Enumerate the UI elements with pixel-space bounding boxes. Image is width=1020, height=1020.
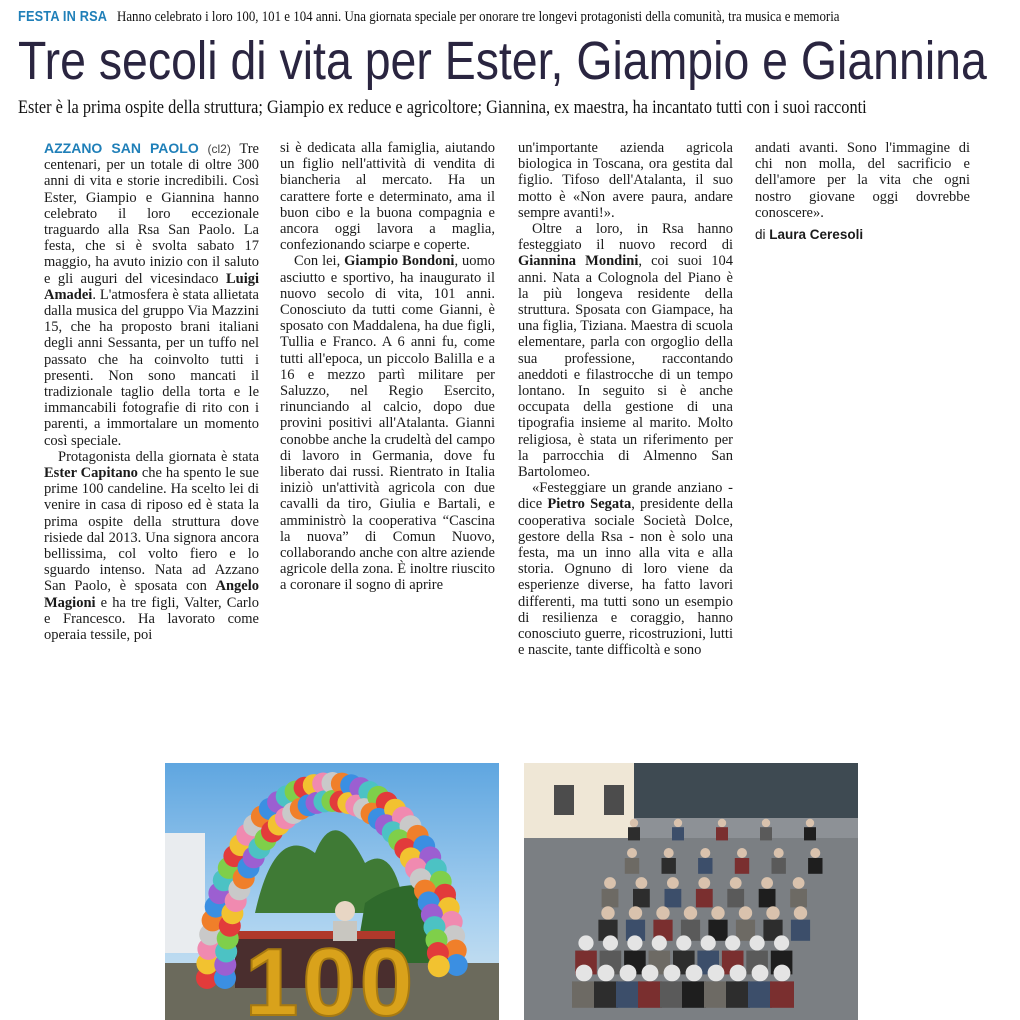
guest-body [594, 981, 618, 1007]
guest-head [718, 819, 726, 827]
guest-body [735, 858, 749, 874]
author-name: Laura Ceresoli [769, 227, 864, 243]
guest-head [676, 935, 691, 950]
guest-head [793, 877, 805, 889]
guest-head [652, 935, 667, 950]
guest-head [774, 935, 789, 950]
guest-head [656, 906, 669, 919]
guest-body [572, 981, 596, 1007]
guest-head [629, 906, 642, 919]
guest-body [727, 889, 744, 908]
guest-head [730, 877, 742, 889]
guest-head [603, 935, 618, 950]
guest-head [750, 935, 765, 950]
guest-body [696, 889, 713, 908]
guest-head [604, 877, 616, 889]
guest-body [770, 981, 794, 1007]
guest-head [806, 819, 814, 827]
paragraph-text: Protagonista della giornata è stata [58, 448, 259, 465]
paragraph-text: andati avanti. Sono l'immagine di chi non molla, del sacrificio e dell'amore per la vita che ogni nostro giovane oggi dovrebbe conoscere». [755, 140, 970, 221]
guest-head [761, 877, 773, 889]
courtyard-illustration [524, 763, 858, 1020]
photo-courtyard-guests [524, 763, 858, 1020]
person-name: Ester Capitano [44, 465, 138, 482]
paragraph-text: «Festeggiare un grande anziano - dice [518, 480, 733, 513]
building-wall [165, 833, 205, 953]
byline-prefix: di [755, 227, 766, 243]
guest-head [601, 906, 614, 919]
guest-body [760, 827, 772, 840]
guest-head [627, 848, 637, 858]
headline: Tre secoli di vita per Ester, Giampio e Giannina [18, 31, 987, 91]
guest-head [686, 965, 703, 982]
guest-body [602, 889, 619, 908]
person-name: Pietro Segata [547, 496, 632, 513]
paragraph-text: , coi suoi 104 anni. Nata a Colognola del Piano è la più longeva residente della struttura. Sposata con Giampace, ha una figlia, Tiziana. Maestra di scuola elementare, parla con orgoglio della sua professione, raccontando aneddoti e filastrocche di un tempo lontano. In seguito si è anche occupata della gestione di una tipografia insieme al marito. Molto religiosa, è stata un riferimento per la parrocchia di Almenno San Bartolomeo. [518, 253, 733, 481]
guest-head [810, 848, 820, 858]
article-column-2 [280, 140, 495, 700]
guest-head [642, 965, 659, 982]
guest-head [730, 965, 747, 982]
guest-body [790, 889, 807, 908]
guest-head [766, 906, 779, 919]
guest-head [598, 965, 615, 982]
guest-head [630, 819, 638, 827]
window [604, 785, 624, 815]
kicker-text: Hanno celebrato i loro 100, 101 e 104 anni. Una giornata speciale per onorare tre longevi protagonisti della comunità, tra musica e memoria [117, 9, 840, 25]
guest-head [664, 848, 674, 858]
dateline-note: (cl2) [207, 142, 231, 156]
guest-head [701, 935, 716, 950]
guest-body [672, 827, 684, 840]
guest-head [578, 935, 593, 950]
guest-body [616, 981, 640, 1007]
guest-body [804, 827, 816, 840]
guest-body [633, 889, 650, 908]
paragraph-text: che ha spento le sue prime 100 candeline. Ha scelto lei di venire in casa di riposo ed è stata la prima ospite della struttura dove risiede dal 2013. Una signora ancora bellissima, col volto fiero e lo sguardo intenso. Nata ad Azzano San Paolo, è sposata con [44, 465, 259, 595]
paragraph-text: si è dedicata alla famiglia, aiutando un figlio nell'attività di vendita di biancheria al mercato. Ha un carattere forte e determinato, ama il buon cibo e la buona compagnia e ancora oggi lavora a maglia, confezionando sciarpe e coperte. [280, 140, 495, 254]
section-tag: FESTA IN RSA [18, 8, 108, 25]
guest-body [660, 981, 684, 1007]
guest-body [726, 981, 750, 1007]
guest-head [774, 965, 791, 982]
guest-body [791, 920, 810, 941]
guest-head [698, 877, 710, 889]
byline [755, 227, 970, 243]
article-column-1 [44, 140, 259, 740]
guest-head [627, 935, 642, 950]
guest-head [335, 901, 355, 921]
guest-body [808, 858, 822, 874]
guest-head [752, 965, 769, 982]
guest-body [625, 858, 639, 874]
guest-body [638, 981, 662, 1007]
person-name: Giannina Mondini [518, 253, 639, 270]
balloon-arch-illustration [165, 763, 499, 1020]
guest-body [748, 981, 772, 1007]
paragraph-text: Oltre a loro, in Rsa hanno festeggiato il nuovo record di [518, 221, 733, 254]
paragraph-text: un'importante azienda agricola biologica in Toscana, ora gestita dal figlio. Tifoso dell'Atalanta, il suo motto è «Non avere paura, andare sempre avanti!». [518, 140, 733, 221]
guest-body [704, 981, 728, 1007]
balloon [428, 955, 450, 977]
photo-balloon-arch [165, 763, 499, 1020]
guest-head [684, 906, 697, 919]
guest-body [772, 858, 786, 874]
guest-body [662, 858, 676, 874]
guest-head [725, 935, 740, 950]
guest-head [620, 965, 637, 982]
guest-head [762, 819, 770, 827]
guest-body [698, 858, 712, 874]
guest-head [664, 965, 681, 982]
dateline-location: AZZANO SAN PAOLO [44, 140, 199, 156]
paragraph-text: , uomo asciutto e sportivo, ha inaugurato il nuovo secolo di vita, 101 anni. Conosciuto da tutti come Gianni, è sposato con Maddalena, ha due figli, Tullia e Franco. A 6 anni fu, come tutti all'epoca, un piccolo Balilla e a 16 e mezzo partì militare per Saluzzo, nel Regio Esercito, rinunciando al calcio, dopo due provini positivi all'Atalanta. Gianni conobbe anche la crudeltà del campo di lavoro in Germania, dove fu liberato dai russi. Rientrato in Italia iniziò un'attività agricola con due cavalli da tiro, Giulia e Bartali, e amministrò la cooperativa “Cascina la nuova” di Comun Nuovo, collaborando anche con altre aziende agricole della zona. È inoltre riuscito a coronare il sogno di aprire [280, 253, 496, 594]
guest-head [737, 848, 747, 858]
paragraph-text: Con lei, [294, 253, 341, 270]
paragraph-text: e ha tre figli, Valter, Carlo e Francesco. Ha lavorato come operaia tessile, poi [44, 594, 260, 644]
article-column-4 [755, 140, 970, 250]
guest-head [794, 906, 807, 919]
guest-head [576, 965, 593, 982]
guest-head [674, 819, 682, 827]
guest-head [711, 906, 724, 919]
article-column-3 [518, 140, 733, 752]
guest-head [700, 848, 710, 858]
guest-body [665, 889, 682, 908]
paragraph-text: Tre centenari, per un totale di oltre 300 anni di vita e storie incredibili. Così Ester, Giampio e Giannina hanno celebrato il loro eccezionale traguardo alla Rsa San Paolo. La festa, che si è svolta sabato 17 maggio, ha avuto inizio con il saluto e gli auguri del vicesindaco [44, 141, 259, 287]
person-name: Angelo Magioni [44, 578, 259, 611]
guest-head [667, 877, 679, 889]
person-name: Luigi Amadei [44, 270, 259, 303]
window [554, 785, 574, 815]
person-name: Giampio Bondoni [344, 253, 455, 270]
guest-head [708, 965, 725, 982]
guest-body [759, 889, 776, 908]
building-right [634, 763, 858, 818]
guest-body [682, 981, 706, 1007]
paragraph-text: , presidente della cooperativa sociale Società Dolce, gestore della Rsa - non è solo una festa, ma un inno alla vita e alla storia. Ognuno di loro viene da esperienze diverse, ha fatto lavori differenti, ma tutti sono un esempio di resilienza e coraggio, hanno conosciuto guerre, ricostruzioni, lutti e nascite, tante difficoltà e sono [518, 496, 734, 659]
subheadline: Ester è la prima ospite della struttura; Giampio ex reduce e agricoltore; Giannina, ex maestra, ha incantato tutti con i suoi racconti [18, 98, 867, 118]
guest-head [636, 877, 648, 889]
guest-head [739, 906, 752, 919]
kicker-row [18, 8, 1008, 26]
guest-body [628, 827, 640, 840]
balloon-number: 100 [245, 929, 418, 1020]
guest-head [774, 848, 784, 858]
guest-body [716, 827, 728, 840]
paragraph-text: . L'atmosfera è stata allietata dalla musica del gruppo Via Mazzini 15, che ha proposto brani italiani degli anni Sessanta, per un tuffo nel passato che ha coinvolto tutti i presenti. Non sono mancati il tradizionale taglio della torta e le immancabili fotografie di rito con i parenti, a immortalare un momento così speciale. [44, 286, 259, 449]
